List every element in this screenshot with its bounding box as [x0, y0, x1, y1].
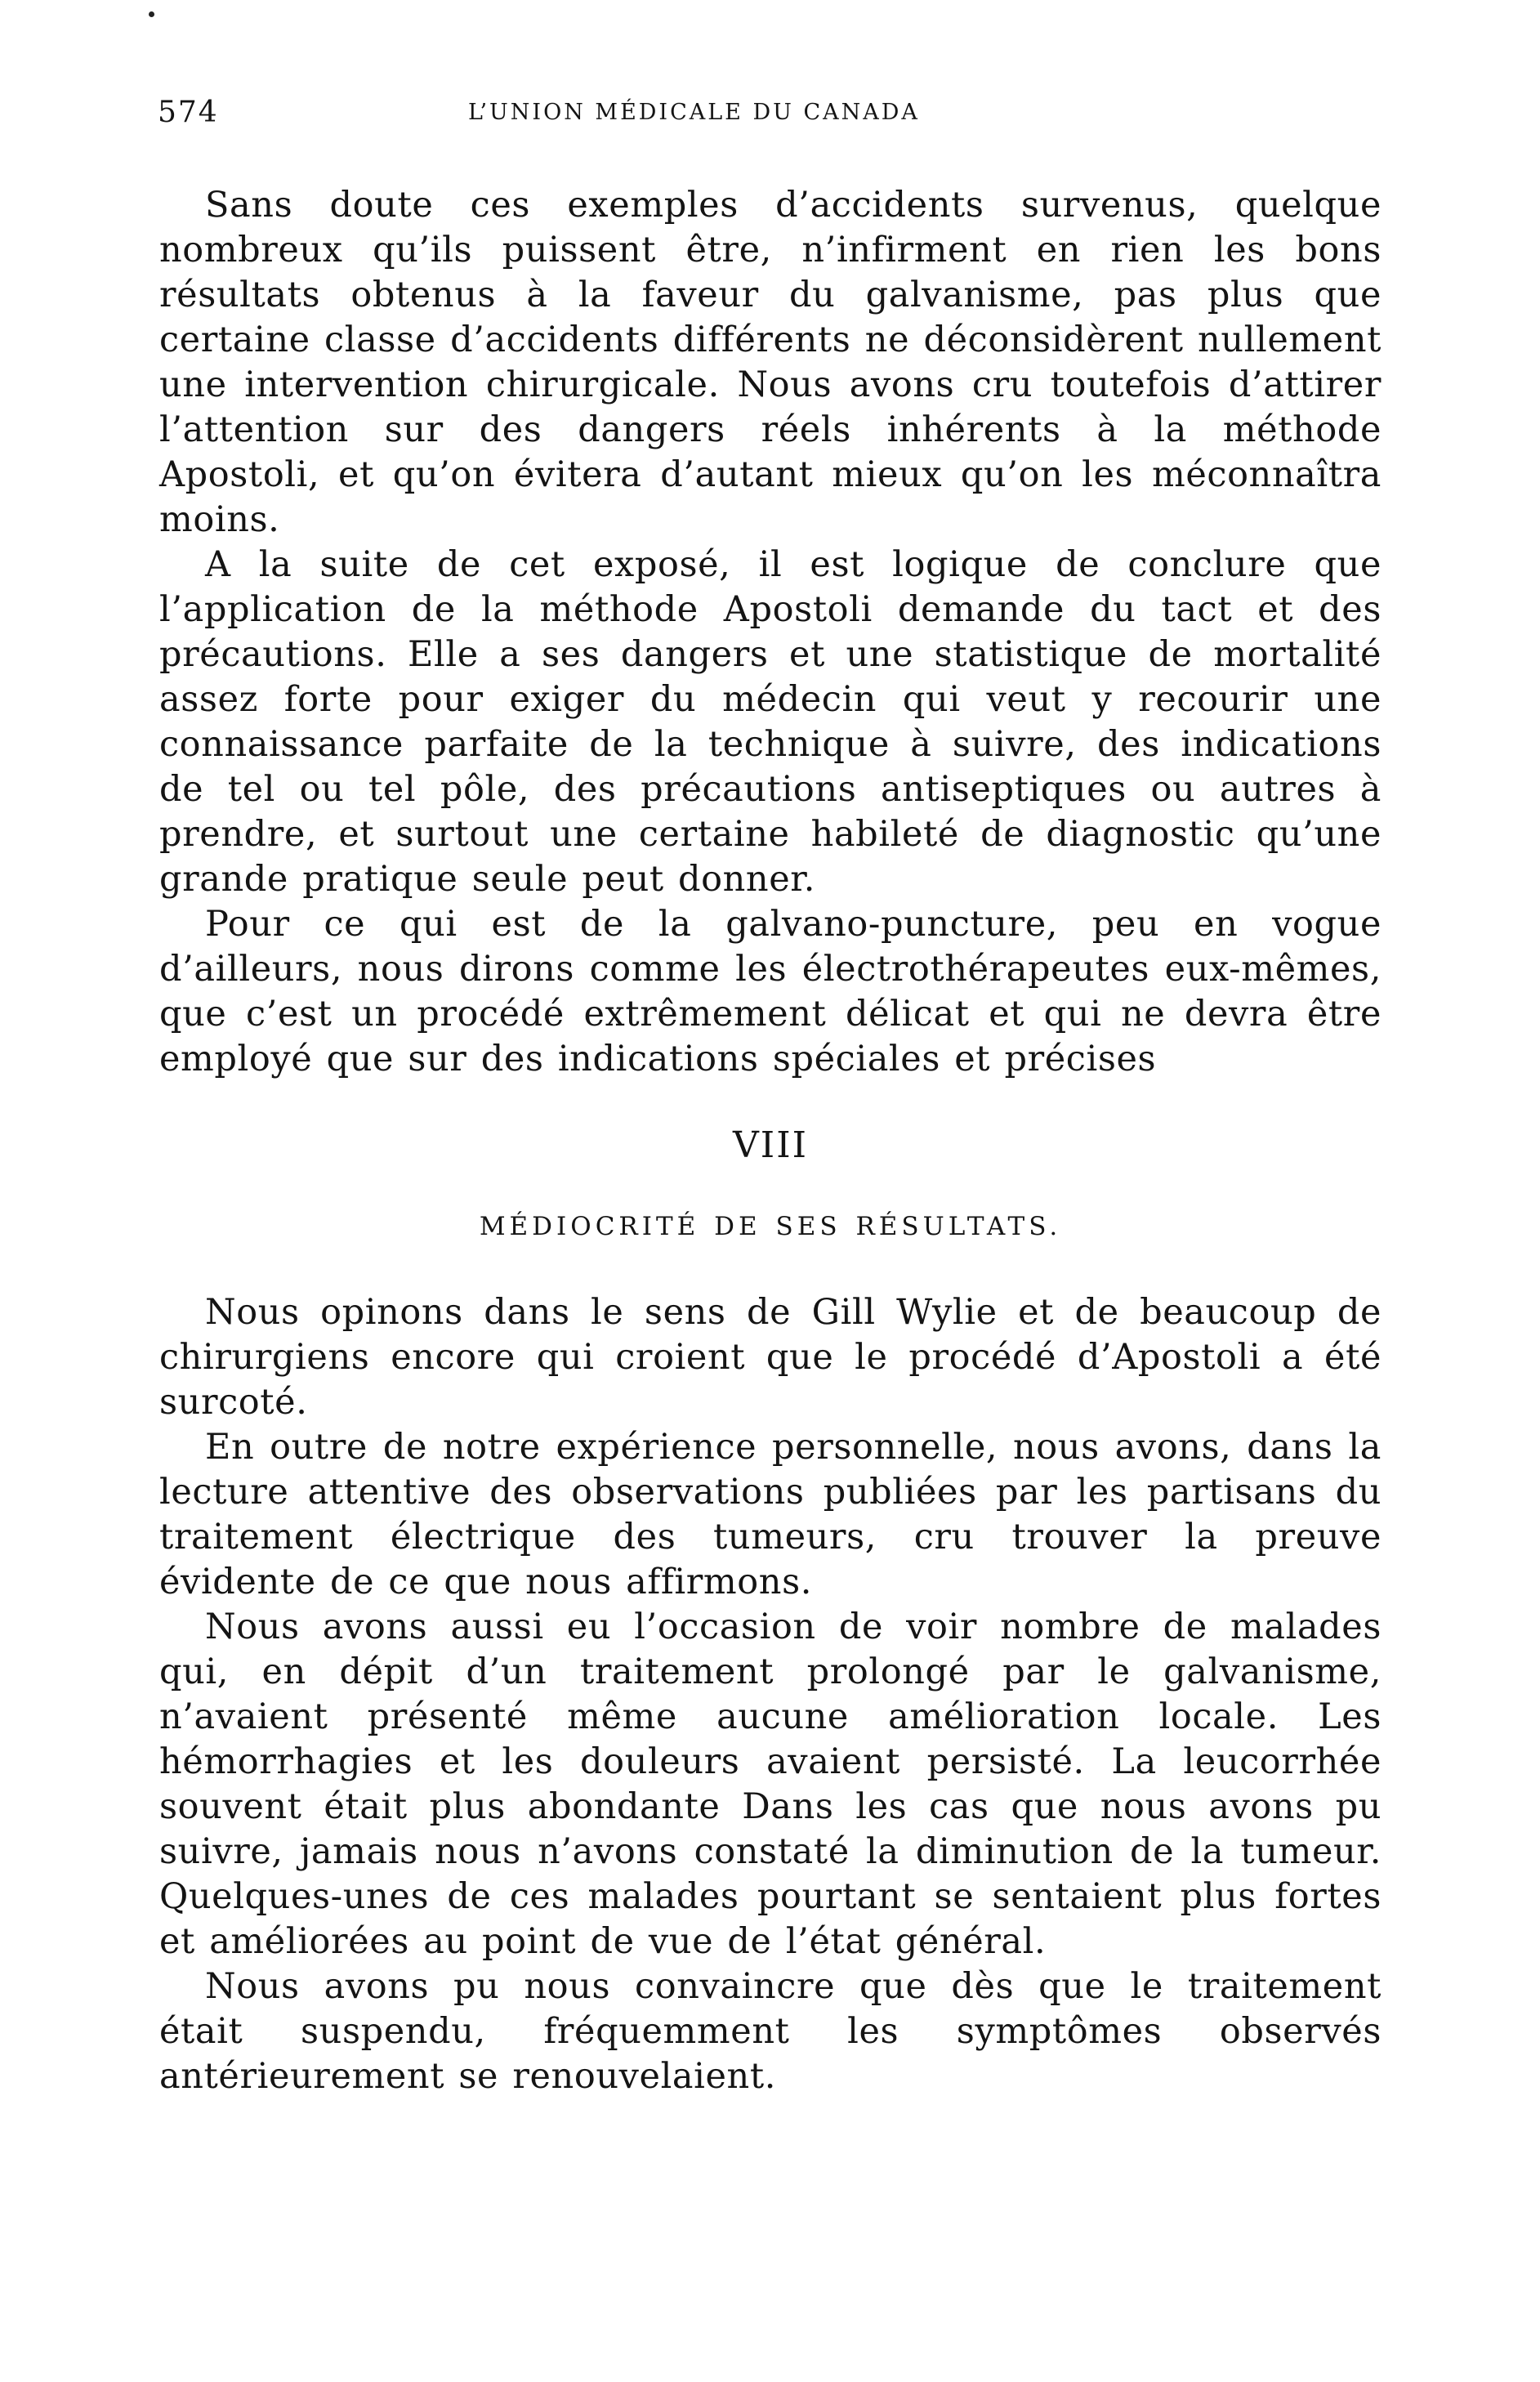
page-number: 574: [158, 96, 219, 129]
page-header: [158, 96, 1383, 129]
paragraph: En outre de notre expérience personnelle, nous avons, dans la lecture attentive des observations publiées par les partisans du traitement électrique des tumeurs, cru trouver la preuve évidente de ce que nous affirmons.: [159, 1427, 1382, 1602]
running-title: L’UNION MÉDICALE DU CANADA: [468, 100, 920, 125]
paragraph: A la suite de cet exposé, il est logique de conclure que l’application de la méthode Apostoli demande du tact et des précautions. Elle a ses dangers et une statistique de mortalité assez forte pour exiger du médecin qui veut y recourir une connaissance parfaite de la technique à suivre, des indications de tel ou tel pôle, des précautions antiseptiques ou autres à prendre, et surtout une certaine habileté de diagnostic qu’une grande pratique seule peut donner.: [159, 544, 1382, 900]
section-title: MÉDIOCRITÉ DE SES RÉSULTATS.: [479, 1212, 1062, 1241]
paragraph: Sans doute ces exemples d’accidents survenus, quelque nombreux qu’ils puissent être, n’infirment en rien les bons résultats obtenus à la faveur du galvanisme, pas plus que certaine classe d’accidents différents ne déconsidèrent nullement une intervention chirurgicale. Nous avons cru toutefois d’attirer l’attention sur des dangers réels inhérents à la méthode Apostoli, et qu’on évitera d’autant mieux qu’on les méconnaîtra moins.: [159, 185, 1382, 540]
paragraph: Nous avons aussi eu l’occasion de voir nombre de malades qui, en dépit d’un traitement prolongé par le galvanisme, n’avaient présenté même aucune amélioration locale. Les hémorrhagies et les douleurs avaient persisté. La leucorrhée souvent était plus abondante Dans les cas que nous avons pu suivre, jamais nous n’avons constaté la diminution de la tumeur. Quelques-unes de ces malades pourtant se sentaient plus fortes et améliorées au point de vue de l’état général.: [159, 1607, 1382, 1962]
speck-mark: [149, 11, 154, 17]
paragraph: Nous opinons dans le sens de Gill Wylie et de beaucoup de chirurgiens encore qui croient que le procédé d’Apostoli a été surcoté.: [159, 1292, 1382, 1423]
paragraph: Nous avons pu nous convaincre que dès que le traitement était suspendu, fréquemment les symptômes observés antérieurement se renouvelaient.: [159, 1966, 1382, 2097]
body-text: [159, 183, 1382, 2099]
section-number: VIII: [733, 1124, 808, 1166]
paragraph: Pour ce qui est de la galvano-puncture, peu en vogue d’ailleurs, nous dirons comme les électrothérapeutes eux-mêmes, que c’est un procédé extrêmement délicat et qui ne devra être employé que sur des indications spéciales et précises: [159, 904, 1382, 1079]
